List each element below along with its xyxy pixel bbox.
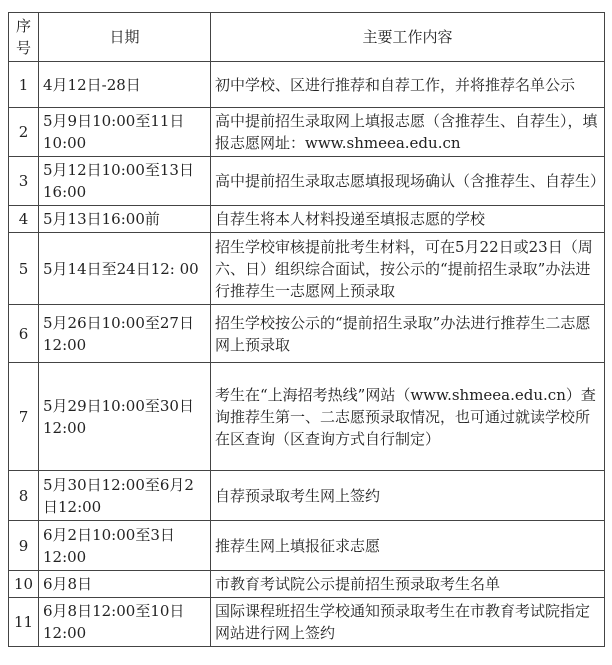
row-task: 考生在“上海招考热线”网站（www.shmeea.edu.cn）查询推荐生第一、二志愿预录取情况，也可通过就读学校所在区查询（区查询方式自行制定） [211, 363, 605, 471]
header-task: 主要工作内容 [211, 13, 605, 62]
row-task: 高中提前招生录取网上填报志愿（含推荐生、自荐生），填报志愿网址：www.shmeea.edu.cn [211, 108, 605, 157]
row-task: 招生学校按公示的“提前招生录取”办法进行推荐生二志愿网上预录取 [211, 305, 605, 363]
header-row [9, 13, 605, 62]
row-date: 5月30日12:00至6月2日12:00 [39, 471, 211, 521]
row-number: 11 [9, 598, 39, 647]
row-task: 自荐预录取考生网上签约 [211, 471, 605, 521]
table-row [9, 305, 605, 363]
row-task: 招生学校审核提前批考生材料，可在5月22日或23日（周六、日）组织综合面试，按公示的“提前招生录取”办法进行推荐生一志愿网上预录取 [211, 233, 605, 305]
table-row [9, 62, 605, 108]
table-row [9, 206, 605, 233]
row-date: 5月29日10:00至30日12:00 [39, 363, 211, 471]
row-task: 市教育考试院公示提前招生预录取考生名单 [211, 571, 605, 598]
row-number: 8 [9, 471, 39, 521]
table-row [9, 233, 605, 305]
row-task: 推荐生网上填报征求志愿 [211, 521, 605, 571]
table-row [9, 157, 605, 206]
row-date: 6月8日 [39, 571, 211, 598]
row-date: 5月13日16:00前 [39, 206, 211, 233]
row-date: 6月2日10:00至3日12:00 [39, 521, 211, 571]
row-number: 10 [9, 571, 39, 598]
row-date: 5月14日至24日12: 00 [39, 233, 211, 305]
table-row [9, 363, 605, 471]
row-date: 6月8日12:00至10日12:00 [39, 598, 211, 647]
row-date: 4月12日-28日 [39, 62, 211, 108]
row-number: 7 [9, 363, 39, 471]
row-number: 4 [9, 206, 39, 233]
schedule-table [8, 12, 605, 647]
row-task: 自荐生将本人材料投递至填报志愿的学校 [211, 206, 605, 233]
table-row [9, 571, 605, 598]
row-date: 5月26日10:00至27日12:00 [39, 305, 211, 363]
table-row [9, 521, 605, 571]
row-task: 国际课程班招生学校通知预录取考生在市教育考试院指定网站进行网上签约 [211, 598, 605, 647]
row-number: 1 [9, 62, 39, 108]
row-task: 高中提前招生录取志愿填报现场确认（含推荐生、自荐生） [211, 157, 605, 206]
row-number: 9 [9, 521, 39, 571]
row-number: 5 [9, 233, 39, 305]
schedule-sheet [8, 12, 604, 647]
row-number: 6 [9, 305, 39, 363]
row-number: 2 [9, 108, 39, 157]
row-date: 5月12日10:00至13日16:00 [39, 157, 211, 206]
table-row [9, 108, 605, 157]
row-task: 初中学校、区进行推荐和自荐工作，并将推荐名单公示 [211, 62, 605, 108]
row-date: 5月9日10:00至11日10:00 [39, 108, 211, 157]
header-date: 日期 [39, 13, 211, 62]
row-number: 3 [9, 157, 39, 206]
header-no: 序号 [9, 13, 39, 62]
table-row [9, 598, 605, 647]
table-row [9, 471, 605, 521]
